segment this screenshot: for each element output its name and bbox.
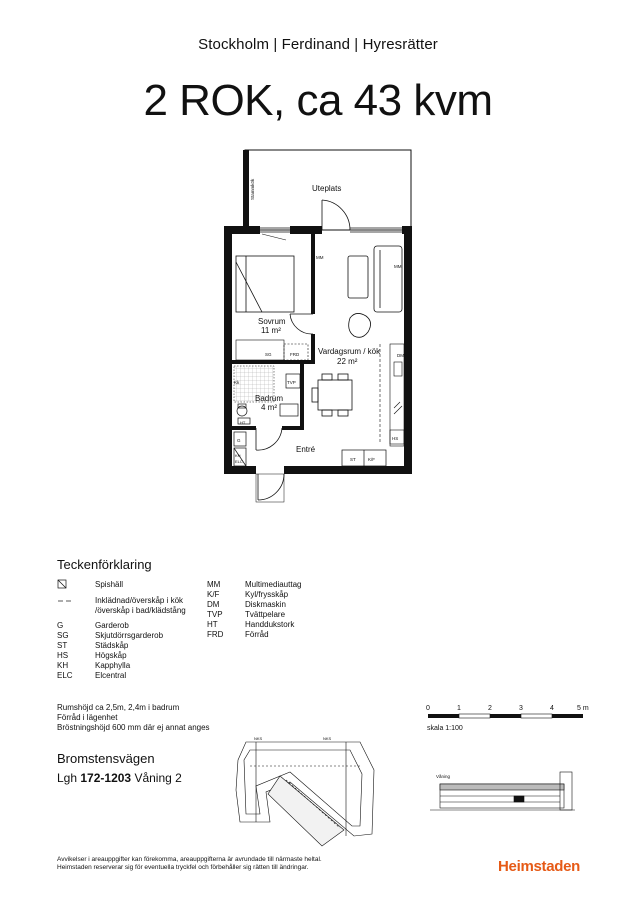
room-area-vardagsrum: 22 m² [337, 357, 358, 366]
scale-tick: 3 [519, 705, 523, 712]
apartment-info [57, 771, 182, 785]
section-elevation [430, 772, 575, 810]
disclaimer-line: Heimstaden reserverar sig för eventuella tryckfel och förbehåller sig rätten till ändringar. [57, 864, 309, 871]
room-label-sovrum: Sovrum [258, 317, 286, 326]
legend-abbr: MM [207, 580, 221, 589]
tag-hs: HS [392, 436, 399, 441]
legend-title: Teckenförklaring [57, 557, 152, 572]
tag-kk: Kk [234, 380, 240, 385]
bed [236, 256, 294, 312]
legend-abbr: ELC [57, 671, 73, 680]
legend-desc: Kyl/frysskåp [245, 590, 289, 599]
scale-tick: 2 [488, 705, 492, 712]
legend-abbr: HS [57, 651, 69, 660]
scale-tick: 4 [550, 705, 554, 712]
project-subtitle: Stockholm | Ferdinand | Hyresrätter [198, 36, 438, 53]
legend-abbr: G [57, 621, 64, 630]
lgh-prefix: Lgh [57, 771, 78, 785]
legend-abbr: KH [57, 661, 69, 670]
terrace-vertical-label: Stammkök [250, 178, 255, 200]
room-label-badrum: Badrum [255, 394, 284, 403]
kitchen-counter [380, 344, 404, 446]
legend-abbr: FRD [207, 630, 224, 639]
lgh-number: 172-1203 [80, 771, 132, 785]
tag-st: ST [350, 457, 356, 462]
site-label: NKS [323, 736, 332, 741]
tag-sg: SG [265, 352, 272, 357]
living-furniture [348, 246, 402, 337]
legend-desc: Diskmaskin [245, 600, 286, 609]
tag-dm: DM [397, 353, 404, 358]
legend-abbr: TVP [207, 610, 223, 619]
floor: Våning 2 [134, 771, 182, 785]
scale-tick: 0 [426, 705, 430, 712]
legend-desc: Elcentral [95, 671, 127, 680]
wardrobe [236, 340, 308, 360]
legend-abbr: ST [57, 641, 68, 650]
note-line: Bröstningshöjd 600 mm där ej annat anges [57, 723, 210, 732]
brand-logo: Heimstaden [498, 858, 581, 875]
note-line: Förråd i lägenhet [57, 713, 118, 722]
bedroom-door [290, 314, 313, 334]
tag-elc: ELC [235, 459, 243, 464]
legend-desc: Städskåp [95, 641, 129, 650]
legend-desc-inkladnad: Inklädnad/överskåp i kök /överskåp i bad/klädstång [95, 596, 186, 615]
legend-desc: Tvättpelare [245, 610, 286, 619]
terrace-wall [243, 150, 249, 230]
tag-tvp: TVP [287, 380, 296, 385]
notes [57, 703, 210, 733]
terrace-door [322, 200, 350, 230]
entrance-door [258, 474, 284, 500]
legend-desc: Förråd [245, 630, 269, 639]
page-title: 2 ROK, ca 43 kvm [143, 76, 493, 125]
scale-bar [428, 714, 583, 718]
legend-desc: Högskåp [95, 651, 127, 660]
legend-desc: Kapphylla [95, 661, 131, 670]
room-label-uteplats: Uteplats [312, 184, 342, 193]
bathroom-door [256, 428, 282, 450]
legend-abbr: HT [207, 620, 218, 629]
tag-mm-living: MM [394, 264, 402, 269]
legend-desc-spishall: Spishäll [95, 580, 124, 589]
tag-mm-bedroom: MM [316, 255, 324, 260]
scale-tick: 1 [457, 705, 461, 712]
site-label: NKS [254, 736, 263, 741]
dining-set [312, 374, 352, 416]
room-area-badrum: 4 m² [261, 403, 277, 412]
street-name: Bromstensvägen [57, 751, 155, 766]
tag-frd: FRD [290, 352, 300, 357]
legend-desc: Handdukstork [245, 620, 295, 629]
legend-stove-symbol [58, 580, 66, 588]
scale-tick: 5 m [577, 705, 589, 712]
disclaimer [57, 856, 397, 872]
legend-abbr: K/F [207, 590, 220, 599]
legend-abbr: DM [207, 600, 220, 609]
tag-kh: KH [235, 453, 241, 458]
legend-desc: Skjutdörrsgarderob [95, 631, 164, 640]
section-label: Våning [436, 774, 451, 779]
site-plan [236, 742, 374, 846]
legend-desc: Garderob [95, 621, 129, 630]
room-area-sovrum: 11 m² [261, 326, 281, 335]
scale-label: skala 1:100 [427, 725, 463, 732]
room-label-entre: Entré [296, 445, 316, 454]
scale-ticks [426, 705, 589, 712]
bedroom-window-swing [262, 234, 286, 240]
note-line: Rumshöjd ca 2,5m, 2,4m i badrum [57, 703, 180, 712]
tag-g: G [237, 438, 241, 443]
tag-kf: K/F [368, 457, 376, 462]
legend-abbr: SG [57, 631, 69, 640]
legend-desc: Multimediauttag [245, 580, 302, 589]
room-label-vardagsrum: Vardagsrum / kök [318, 347, 381, 356]
disclaimer-line: Avvikelser i areauppgifter kan förekomma, areauppgifterna är avrundade till närmaste heltal. [57, 856, 322, 863]
tag-ht: HT [240, 420, 246, 425]
